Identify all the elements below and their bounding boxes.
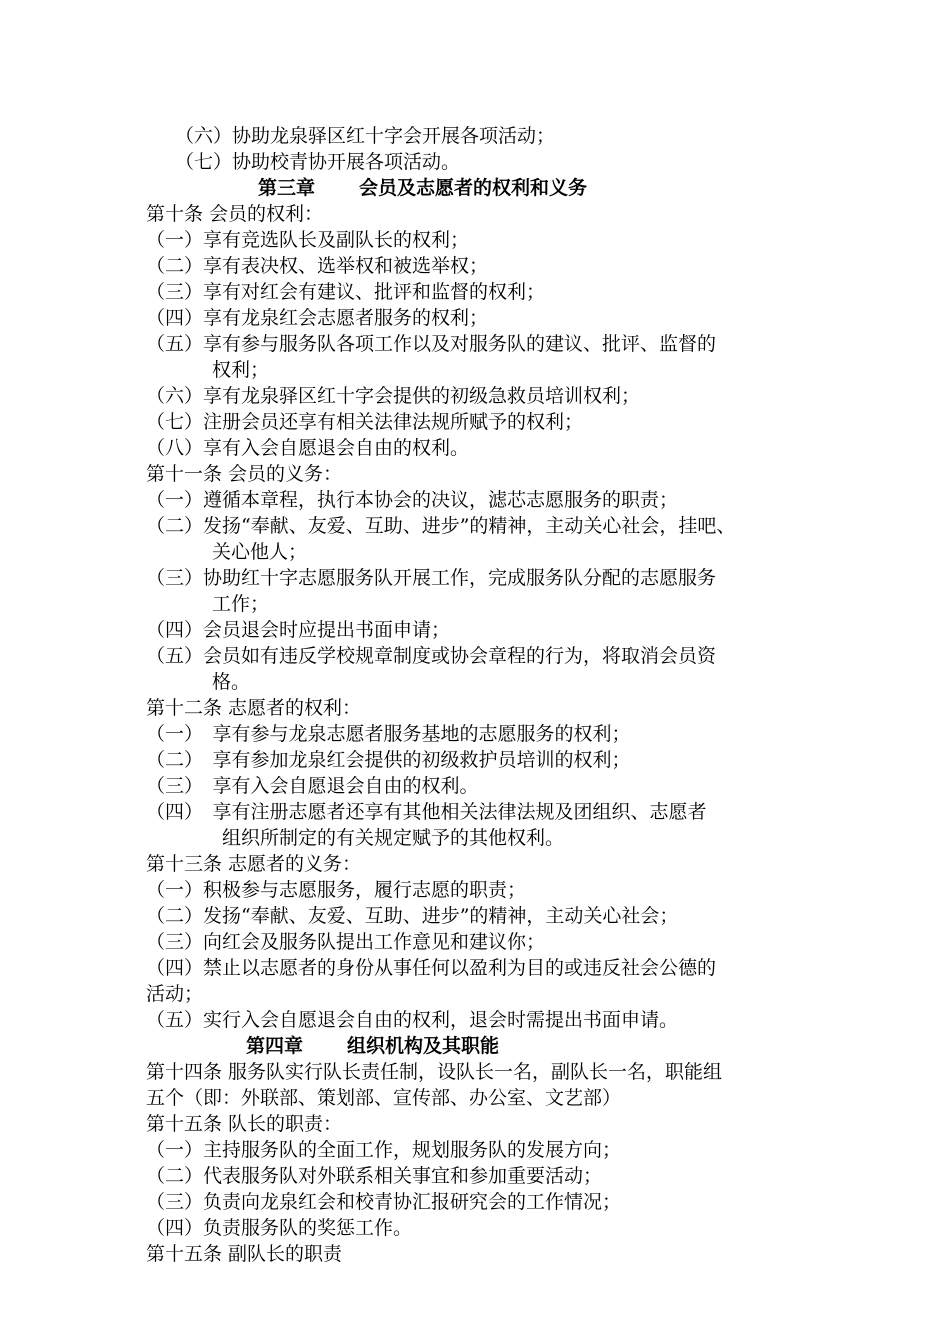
- chapter-heading: [258, 176, 587, 201]
- list-item: （三）向红会及服务队提出工作意见和建议你；: [146, 931, 546, 953]
- article-heading: 第十一条 会员的义务：: [146, 463, 343, 485]
- list-item: （三）协助红十字志愿服务队开展工作，完成服务队分配的志愿服务: [146, 567, 717, 589]
- list-item: （四） 享有注册志愿者还享有其他相关法律法规及团组织、志愿者: [146, 801, 707, 823]
- article-heading: 第十二条 志愿者的权利：: [146, 697, 362, 719]
- list-item: （五）享有参与服务队各项工作以及对服务队的建议、批评、监督的: [146, 333, 717, 355]
- list-item: （一）主持服务队的全面工作，规划服务队的发展方向；: [146, 1139, 622, 1161]
- list-item: （一）遵循本章程，执行本协会的决议，滤芯志愿服务的职责；: [146, 489, 679, 511]
- list-item: （四）负责服务队的奖惩工作。: [146, 1217, 413, 1239]
- list-item: （三）享有对红会有建议、批评和监督的权利；: [146, 281, 546, 303]
- list-item: （六）协助龙泉驿区红十字会开展各项活动；: [175, 125, 556, 147]
- list-item: （四）禁止以志愿者的身份从事任何以盈利为目的或违反社会公德的: [146, 957, 717, 979]
- list-item: （二）发扬“奉献、友爱、互助、进步”的精神，主动关心社会，挂吧、: [146, 515, 736, 537]
- list-item: （二）发扬“奉献、友爱、互助、进步”的精神，主动关心社会；: [146, 905, 679, 927]
- list-item-continuation: 格。: [212, 671, 251, 693]
- list-item: （一）享有竞选队长及副队长的权利；: [146, 229, 470, 251]
- list-item: （四）会员退会时应提出书面申请；: [146, 619, 451, 641]
- list-item: （六）享有龙泉驿区红十字会提供的初级急救员培训权利；: [146, 385, 641, 407]
- list-item: （四）享有龙泉红会志愿者服务的权利；: [146, 307, 489, 329]
- chapter-heading: [246, 1034, 499, 1059]
- list-item: （二） 享有参加龙泉红会提供的初级救护员培训的权利；: [146, 749, 631, 771]
- list-item-continuation: 组织所制定的有关规定赋予的其他权利。: [222, 827, 565, 849]
- chapter-number: 第四章: [246, 1035, 304, 1057]
- article-heading: 第十五条 副队长的职责: [146, 1243, 343, 1265]
- article-heading: 第十三条 志愿者的义务：: [146, 853, 362, 875]
- chapter-number: 第三章: [258, 177, 316, 199]
- chapter-title: 会员及志愿者的权利和义务: [359, 177, 588, 199]
- list-item: （三） 享有入会自愿退会自由的权利。: [146, 775, 479, 797]
- list-item: （七）注册会员还享有相关法律法规所赋予的权利；: [146, 411, 584, 433]
- list-item: （五）会员如有违反学校规章制度或协会章程的行为，将取消会员资: [146, 645, 717, 667]
- list-item-continuation: 关心他人；: [212, 541, 308, 563]
- article-heading: 第十条 会员的权利：: [146, 203, 324, 225]
- article-heading: 第十四条 服务队实行队长责任制，设队长一名，副队长一名，职能组: [146, 1061, 723, 1083]
- article-continuation: 五个（即：外联部、策划部、宣传部、办公室、文艺部）: [146, 1087, 622, 1109]
- list-item: （八）享有入会自愿退会自由的权利。: [146, 437, 470, 459]
- list-item: （一）积极参与志愿服务，履行志愿的职责；: [146, 879, 527, 901]
- list-item: （三）负责向龙泉红会和校青协汇报研究会的工作情况；: [146, 1191, 622, 1213]
- list-item: （二）享有表决权、选举权和被选举权；: [146, 255, 489, 277]
- chapter-title: 组织机构及其职能: [347, 1035, 500, 1057]
- list-item: （七）协助校青协开展各项活动。: [175, 151, 461, 173]
- list-item-continuation: 权利；: [212, 359, 270, 381]
- list-item: （五）实行入会自愿退会自由的权利，退会时需提出书面申请。: [146, 1009, 679, 1031]
- list-item: （一） 享有参与龙泉志愿者服务基地的志愿服务的权利；: [146, 723, 631, 745]
- article-heading: 第十五条 队长的职责：: [146, 1113, 343, 1135]
- list-item-continuation: 工作；: [212, 593, 270, 615]
- list-item: （二）代表服务队对外联系相关事宜和参加重要活动；: [146, 1165, 603, 1187]
- list-item-continuation: 活动；: [146, 983, 204, 1005]
